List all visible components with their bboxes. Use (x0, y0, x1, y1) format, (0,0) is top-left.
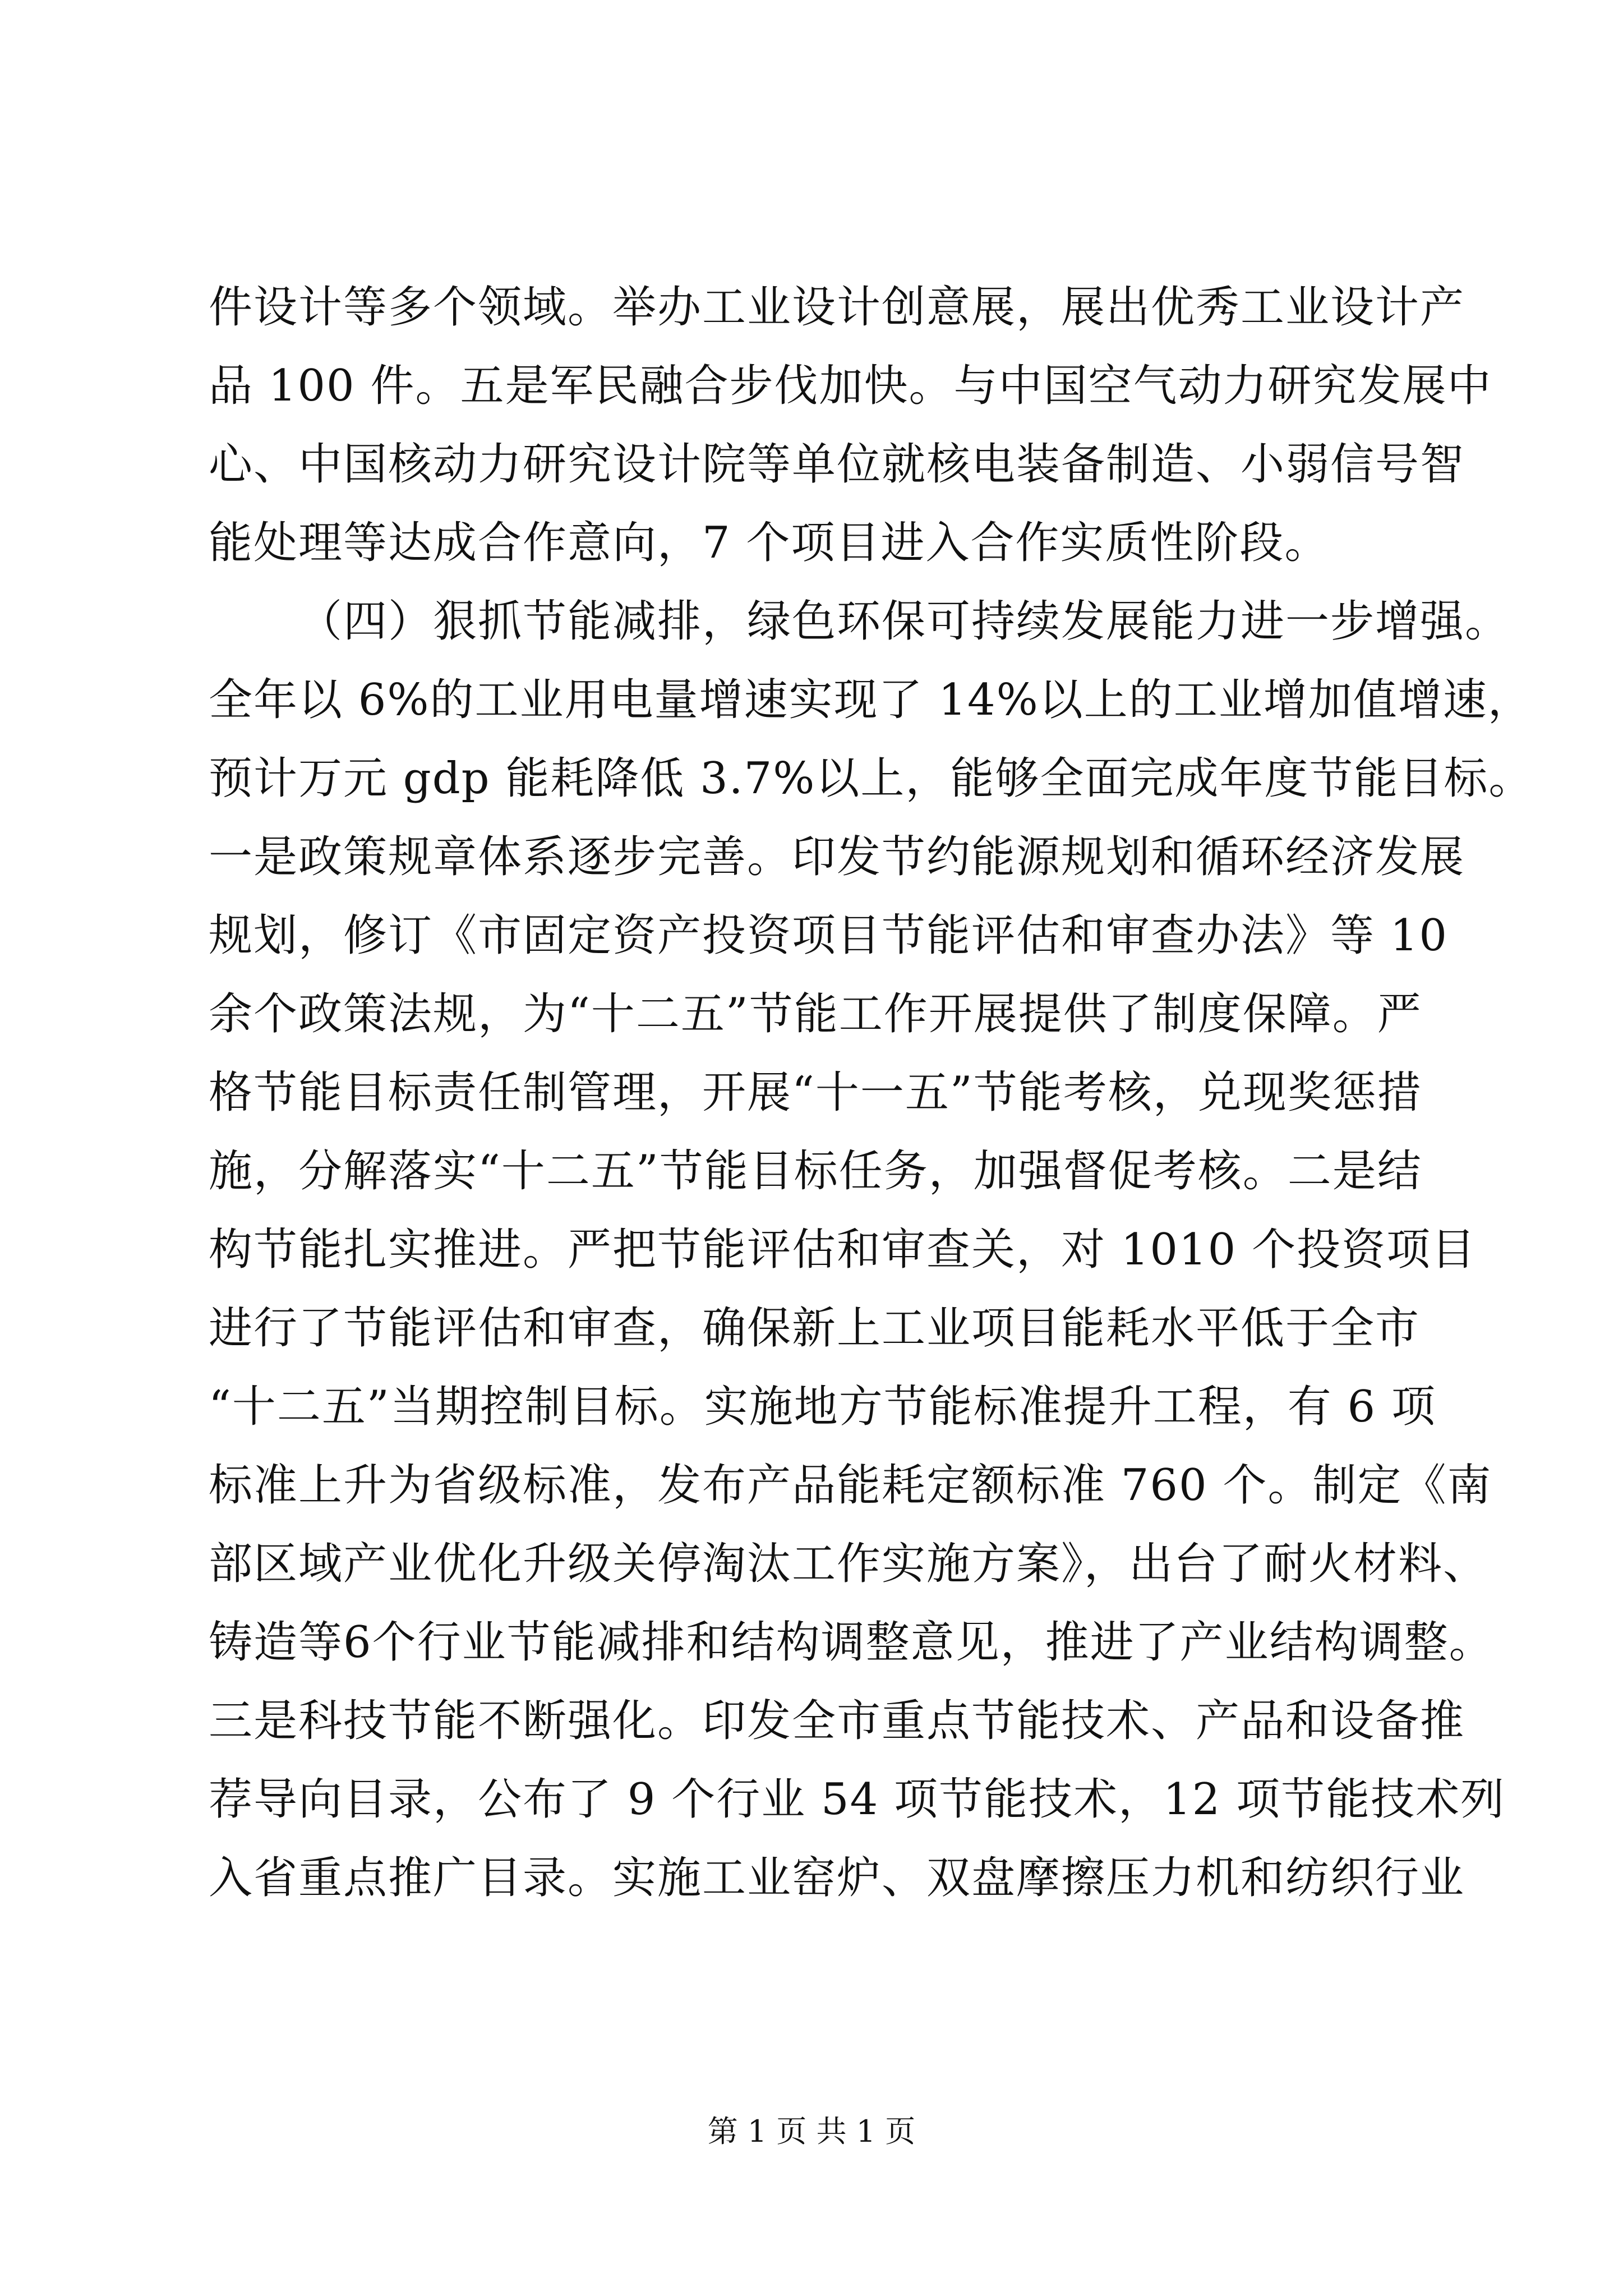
page-footer: 第 1 页 共 1 页 (707, 2114, 916, 2149)
text-line-21: 入省重点推广目录。实施工业窑炉、双盘摩擦压力机和纺织行业 (209, 1853, 1465, 1903)
text-line-18: 铸造等6个行业节能减排和结构调整意见，推进了产业结构调整。 (209, 1617, 1494, 1668)
text-line-3: 心、中国核动力研究设计院等单位就核电装备制造、小弱信号智 (209, 439, 1465, 490)
text-line-4: 能处理等达成合作意向，7 个项目进入合作实质性阶段。 (209, 518, 1330, 568)
text-line-10: 余个政策法规，为“十二五”节能工作开展提供了制度保障。严 (209, 989, 1422, 1039)
text-line-14: 进行了节能评估和审查，确保新上工业项目能耗水平低于全市 (209, 1303, 1421, 1354)
text-line-11: 格节能目标责任制管理，开展“十一五”节能考核，兑现奖惩措 (209, 1068, 1422, 1118)
text-line-12: 施，分解落实“十二五”节能目标任务，加强督促考核。二是结 (209, 1146, 1422, 1197)
text-line-2: 品 100 件。五是军民融合步伐加快。与中国空气动力研究发展中 (209, 361, 1492, 411)
section-heading-line: （四）狠抓节能减排，绿色环保可持续发展能力进一步增强。 (298, 596, 1510, 647)
text-line-17: 部区域产业优化升级关停淘汰工作实施方案》，出台了耐火材料、 (209, 1539, 1488, 1589)
text-line-1: 件设计等多个领域。举办工业设计创意展，展出优秀工业设计产 (209, 282, 1465, 333)
text-line-19: 三是科技节能不断强化。印发全市重点节能技术、产品和设备推 (209, 1696, 1465, 1746)
text-line-6: 全年以 6%的工业用电量增速实现了 14%以上的工业增加值增速， (209, 675, 1533, 725)
text-line-9: 规划，修订《市固定资产投资项目节能评估和审查办法》等 10 (209, 910, 1449, 961)
text-line-16: 标准上升为省级标准，发布产品能耗定额标准 760 个。制定《南 (209, 1460, 1492, 1511)
text-line-7: 预计万元 gdp 能耗降低 3.7%以上，能够全面完成年度节能目标。 (209, 753, 1534, 804)
text-line-13: 构节能扎实推进。严把节能评估和审查关，对 1010 个投资项目 (209, 1225, 1477, 1275)
text-line-8: 一是政策规章体系逐步完善。印发节约能源规划和循环经济发展 (209, 832, 1465, 882)
text-line-15: “十二五”当期控制目标。实施地方节能标准提升工程，有 6 项 (209, 1382, 1436, 1432)
text-line-20: 荐导向目录，公布了 9 个行业 54 项节能技术，12 项节能技术列 (209, 1774, 1506, 1825)
